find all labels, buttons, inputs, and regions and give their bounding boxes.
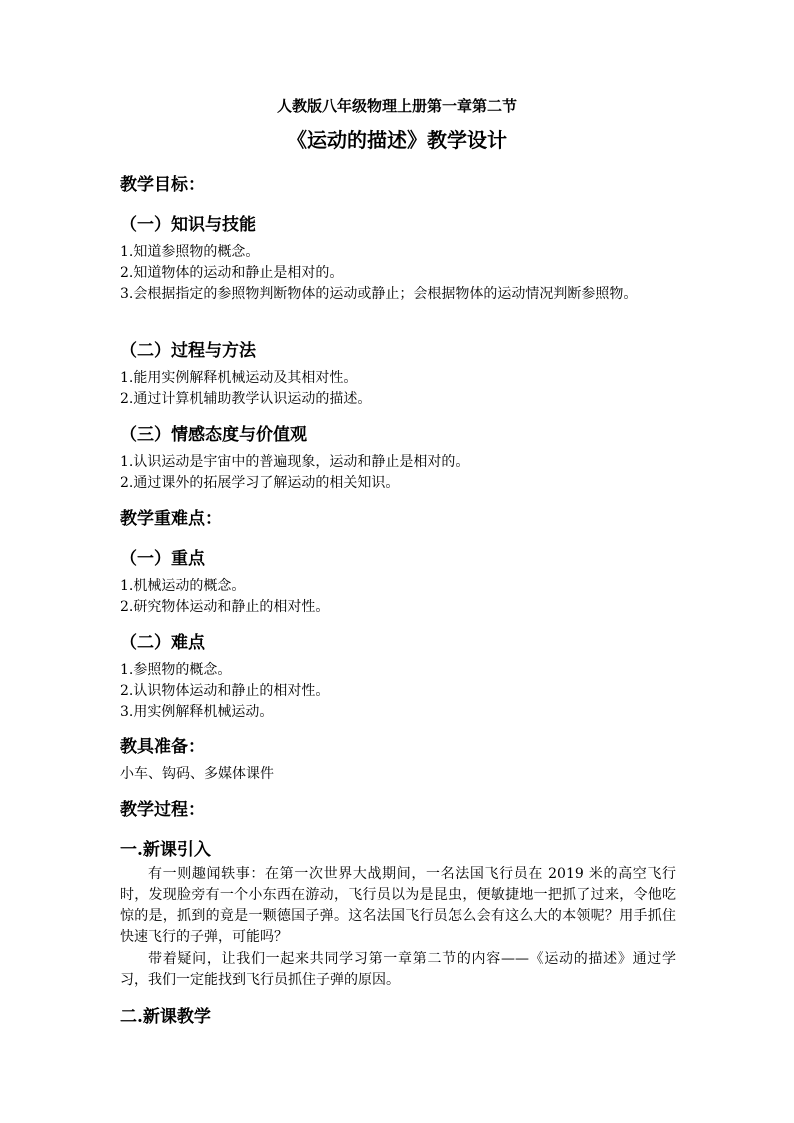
materials-text: 小车、钩码、多媒体课件 bbox=[120, 766, 274, 782]
heading-keypoints: 教学重难点： bbox=[120, 509, 222, 529]
heading-difficulty: （二）难点 bbox=[120, 633, 205, 653]
heading-knowledge: （一）知识与技能 bbox=[120, 215, 256, 235]
list-item: 1.认识运动是宇宙中的普遍现象，运动和静止是相对的。 bbox=[120, 454, 470, 470]
heading-focus: （一）重点 bbox=[120, 549, 205, 569]
paragraph: 有一则趣闻轶事：在第一次世界大战期间，一名法国飞行员在 2019 米的高空飞行时，发现脸旁有一个小东西在游动，飞行员以为是昆虫，便敏捷地一把抓了过来，令他吃惊的是，抓到的竟是一颗德国子弹。这名法国飞行员怎么会有这么大的本领呢？用手抓住快速飞行的子弹，可能吗？ bbox=[120, 866, 676, 945]
list-item: 2.知道物体的运动和静止是相对的。 bbox=[120, 265, 344, 281]
doc-subtitle: 人教版八年级物理上册第一章第二节 bbox=[276, 97, 517, 115]
heading-new-lesson: 二.新课教学 bbox=[120, 1007, 211, 1027]
list-item: 1.能用实例解释机械运动及其相对性。 bbox=[120, 370, 358, 386]
list-item: 1.参照物的概念。 bbox=[120, 662, 232, 678]
list-item: 1.知道参照物的概念。 bbox=[120, 244, 260, 260]
heading-goals: 教学目标： bbox=[120, 175, 205, 195]
heading-teaching-process: 教学过程： bbox=[120, 800, 205, 820]
document-page bbox=[120, 0, 680, 1123]
heading-intro: 一.新课引入 bbox=[120, 840, 211, 860]
list-item: 2.认识物体运动和静止的相对性。 bbox=[120, 683, 330, 699]
list-item: 2.通过课外的拓展学习了解运动的相关知识。 bbox=[120, 475, 400, 491]
heading-emotion: （三）情感态度与价值观 bbox=[120, 425, 307, 445]
doc-title: 《运动的描述》教学设计 bbox=[287, 128, 507, 152]
heading-process: （二）过程与方法 bbox=[120, 341, 256, 361]
list-item: 3.用实例解释机械运动。 bbox=[120, 704, 274, 720]
list-item: 2.研究物体运动和静止的相对性。 bbox=[120, 599, 330, 615]
list-item: 2.通过计算机辅助教学认识运动的描述。 bbox=[120, 391, 372, 407]
heading-materials: 教具准备： bbox=[120, 737, 205, 757]
paragraph: 带着疑问，让我们一起来共同学习第一章第二节的内容——《运动的描述》通过学习，我们一定能找到飞行员抓住子弹的原因。 bbox=[120, 951, 676, 988]
list-item: 1.机械运动的概念。 bbox=[120, 578, 246, 594]
list-item: 3.会根据指定的参照物判断物体的运动或静止；会根据物体的运动情况判断参照物。 bbox=[120, 286, 638, 302]
